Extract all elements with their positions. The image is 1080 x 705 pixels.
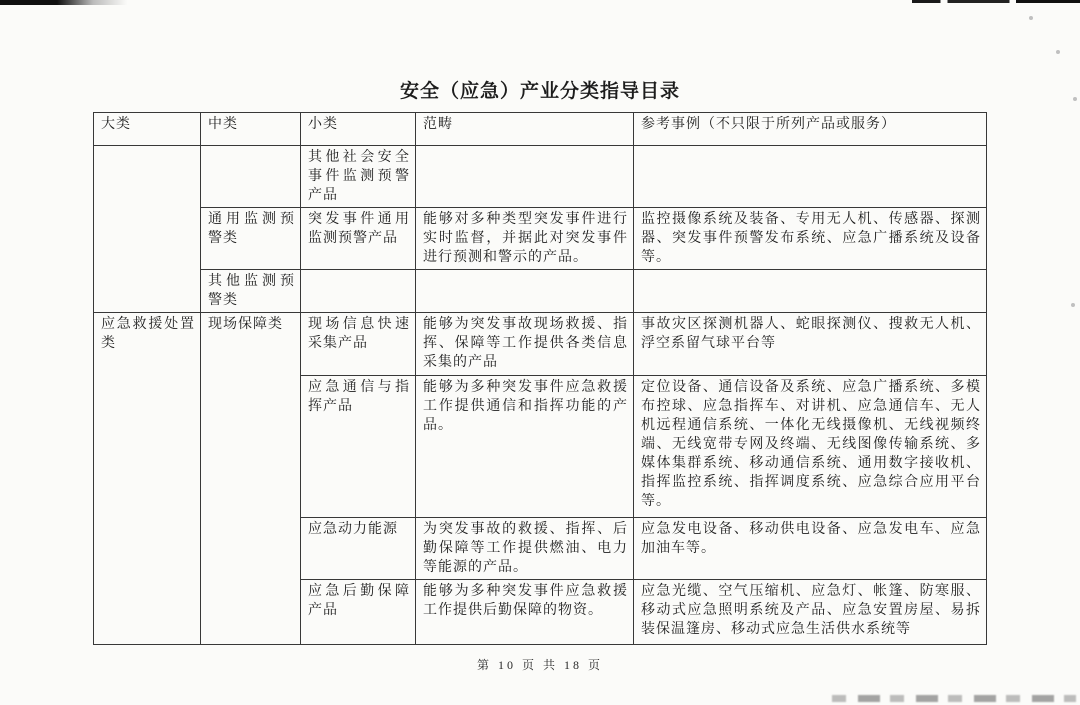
cell-examples: 监控摄像系统及装备、专用无人机、传感器、探测器、突发事件预警发布系统、应急广播系统及设备等。 — [634, 208, 987, 270]
page-title: 安全（应急）产业分类指导目录 — [399, 81, 680, 102]
cell-sub-class: 现场信息快速采集产品 — [301, 313, 416, 376]
cell-middle-class: 通用监测预警类 — [201, 208, 301, 270]
table-row — [94, 208, 987, 270]
cell-middle-class — [201, 146, 301, 208]
cell-middle-class: 现场保障类 — [201, 313, 301, 645]
cell-scope: 能够对多种类型突发事件进行实时监督，并据此对突发事件进行预测和警示的产品。 — [416, 208, 634, 270]
cell-scope: 能够为突发事故现场救援、指挥、保障等工作提供各类信息采集的产品 — [416, 313, 634, 376]
cell-sub-class: 应急动力能源 — [301, 518, 416, 580]
cell-scope: 能够为多种突发事件应急救援工作提供通信和指挥功能的产品。 — [416, 376, 634, 518]
header-row — [94, 113, 987, 146]
scan-speck — [1071, 303, 1075, 307]
cell-sub-class: 应急通信与指挥产品 — [301, 376, 416, 518]
classification-table — [93, 112, 987, 645]
table-row — [94, 146, 987, 208]
cell-sub-class — [301, 270, 416, 313]
cell-scope: 为突发事故的救援、指挥、后勤保障等工作提供燃油、电力等能源的产品。 — [416, 518, 634, 580]
cell-scope — [416, 146, 634, 208]
cell-major-class — [94, 146, 201, 313]
scan-speck — [1029, 16, 1033, 20]
column-header-scope: 范畴 — [416, 113, 634, 146]
table-row — [94, 313, 987, 376]
cell-sub-class: 其他社会安全事件监测预警产品 — [301, 146, 416, 208]
column-header-middle-class: 中类 — [201, 113, 301, 146]
cell-sub-class: 应急后勤保障产品 — [301, 580, 416, 645]
cell-examples: 应急发电设备、移动供电设备、应急发电车、应急加油车等。 — [634, 518, 987, 580]
scan-artifact-top-left — [0, 0, 150, 5]
cell-middle-class: 其他监测预警类 — [201, 270, 301, 313]
scan-smudge-bottom-right — [832, 695, 1076, 702]
cell-sub-class: 突发事件通用监测预警产品 — [301, 208, 416, 270]
cell-examples — [634, 146, 987, 208]
cell-major-class: 应急救援处置类 — [94, 313, 201, 645]
cell-scope: 能够为多种突发事件应急救援工作提供后勤保障的物资。 — [416, 580, 634, 645]
column-header-major-class: 大类 — [94, 113, 201, 146]
column-header-sub-class: 小类 — [301, 113, 416, 146]
cell-examples — [634, 270, 987, 313]
column-header-examples: 参考事例（不只限于所列产品或服务） — [634, 113, 987, 146]
page-number: 第 10 页 共 18 页 — [476, 658, 603, 672]
cell-examples: 定位设备、通信设备及系统、应急广播系统、多模布控球、应急指挥车、对讲机、应急通信车、无人机远程通信系统、一体化无线摄像机、无线视频终端、无线宽带专网及终端、无线图像传输系统、多媒体集群系统、移动通信系统、通用数字接收机、指挥监控系统、指挥调度系统、应急综合应用平台等。 — [634, 376, 987, 518]
cell-examples: 应急光缆、空气压缩机、应急灯、帐篷、防寒服、移动式应急照明系统及产品、应急安置房屋、易拆装保温篷房、移动式应急生活供水系统等 — [634, 580, 987, 645]
cell-scope — [416, 270, 634, 313]
table-row — [94, 270, 987, 313]
scan-artifact-top-right — [912, 0, 1080, 3]
scan-speck — [1056, 50, 1060, 54]
cell-examples: 事故灾区探测机器人、蛇眼探测仪、搜救无人机、浮空系留气球平台等 — [634, 313, 987, 376]
